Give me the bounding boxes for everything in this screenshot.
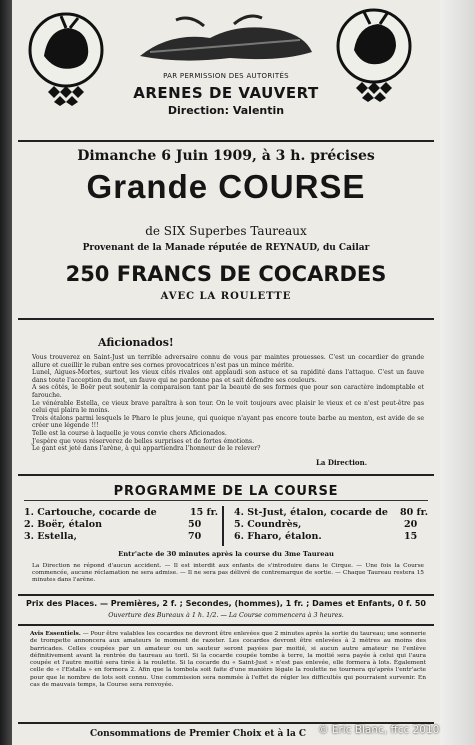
paragraph: A ses côtés, le Boër peut soutenir la comparaison tant par la beauté de ses formes que pour son caractère indomptable et farouche. (32, 384, 424, 399)
divider (18, 474, 434, 476)
divider (18, 318, 434, 320)
avis-block (30, 630, 426, 689)
aficionados-heading: Aficionados! (98, 336, 174, 349)
avis-heading: Avis Essentiels. (30, 630, 81, 637)
permission-line: PAR PERMISSION DES AUTORITÉS (163, 72, 289, 80)
aficionados-text (32, 354, 424, 453)
paragraph: Trois étalons parmi lesquels le Pharo le plus jeune, qui quoique n'ayant pas encore toute barbe au menton, est avide de se créer une légende !!! (32, 414, 424, 430)
avis-text: — Pour être valables les cocardes ne devront être enlevées que 2 minutes après la sortie du taureau; une sonnerie de trompette annoncera aux amateurs le moment de razeter. Les cocardes devront être enlevées à 2 mètres au moins des barricades. Celles coupées par un amateur ou un sauteur seront payées par moitié, si aucun autre amateur ne l'enlève définitivement avant la rentrée du taureau au toril. Si la cocarde coupée tombe à terre, la moitié sera payée à celui qui l'aura coupée et l'autre moitié sera tirée à la roulette. Si la cocarde du « Saint-Just » n'est pas enlevée, elle formera à lots. Également celle de « l'Estalla » en formera 2. Afin que la tombola soit faite d'une manière légale la roulette ne tournera qu'après l'entr'acte pour que le nombre de lots soit connu. Une commission sera nommée à l'effet de régler les difficultés qui pourraient survenir. En cas de mauvais temps, la Course sera renvoyée. (30, 631, 427, 689)
programme-left-item: 2. Boër, étalon (24, 519, 103, 530)
paragraph: Vous trouverez en Saint-Just un terrible adversaire connu de vous par maintes prouesses. C'est un cocardier de grande allure et cueillir le ruban entre ses cornes provocatrices n'est pas un mince mérite. (32, 354, 424, 369)
bull-vignette-icon (130, 12, 320, 68)
direction-line: Direction: Valentin (167, 104, 285, 117)
programme-heading: PROGRAMME DE LA COURSE (113, 484, 339, 499)
direction-notice: La Direction ne répond d'aucun accident. — Il est interdit aux enfants de s'introduire dans le Cirque. — Une fois la Course commencée, aucune réclamation ne sera admise. — Il ne sera pas délivré de contremarque de sortie. — Chaque Taureau restera 15 minutes dans l'arène. (32, 563, 424, 583)
paragraph: J'espère que vous réserverez de belles surprises et de fortes émotions. (32, 437, 255, 445)
copyright-watermark: © Eric Blanc, ffcc 2010 (318, 724, 440, 736)
price-line: Prix des Places. — Premières, 2 f. ; Secondes, (hommes), 1 fr. ; Dames et Enfants, 0 f. 50 (25, 599, 426, 608)
programme-right-item: 6. Fharo, étalon. (234, 531, 322, 542)
event-subtitle: de SIX Superbes Taureaux (145, 224, 307, 238)
programme-right-item: 5. Coundrès, (234, 519, 302, 530)
frame-accent (16, 138, 436, 140)
programme-left-item: 3. Estella, (24, 531, 77, 542)
event-date: Dimanche 6 Juin 1909, à 3 h. précises (77, 148, 375, 164)
programme-left-value: 70 (188, 531, 202, 542)
programme-left-item: 1. Cartouche, cocarde de (24, 507, 157, 518)
bullfight-poster (12, 0, 440, 745)
event-provenance: Provenant de la Manade réputée de REYNAUD, du Cailar (82, 243, 370, 253)
divider (24, 500, 428, 501)
entracte-note: Entr'acte de 30 minutes après la course du 3me Taureau (118, 550, 334, 558)
signature: La Direction. (316, 458, 368, 467)
programme-left-value: 15 fr. (190, 507, 219, 518)
paragraph: Lunel, Aigues-Mortes, surtout les vieux cités rivales ont applaudi son astuce et sa rapidité dans l'attaque. C'est un fauve dans toute l'acception du mot, un fauve qui ne pardonne pas et sait défendre ses couleurs. (32, 369, 424, 384)
opening-line: Ouverture des Bureaux à 1 h. 1/2. — La Course commencera à 3 heures. (108, 611, 344, 619)
paragraph: Le vénérable Estella, ce vieux brave paraîtra à son tour. On le voit toujours avec plaisir le vieux et ce n'est peut-être pas celui qui plaira le moins. (32, 399, 424, 415)
divider (18, 624, 434, 626)
wall-left (0, 0, 12, 745)
event-title: Grande COURSE (86, 168, 366, 205)
paragraph: Le gant est jeté dans l'arène, à qui appartiendra l'honneur de le relever? (32, 445, 261, 453)
programme-right-value: 15 (404, 531, 418, 542)
divider (18, 594, 434, 596)
divider (18, 140, 434, 142)
programme-left-value: 50 (188, 519, 202, 530)
arena-name: ARENES DE VAUVERT (133, 84, 319, 102)
programme-right-value: 80 fr. (400, 507, 429, 518)
wall-right (440, 0, 475, 745)
programme-right-item: 4. St-Just, étalon, cocarde de (234, 507, 388, 518)
paragraph: Telle est la course à laquelle je vous convie chers Aficionados. (32, 429, 227, 437)
consommations-line: Consommations de Premier Choix et à la C (90, 729, 307, 739)
event-roulette: AVEC LA ROULETTE (160, 291, 292, 302)
column-divider (222, 506, 224, 546)
programme-right-value: 20 (404, 519, 418, 530)
event-prize: 250 FRANCS DE COCARDES (65, 262, 387, 286)
